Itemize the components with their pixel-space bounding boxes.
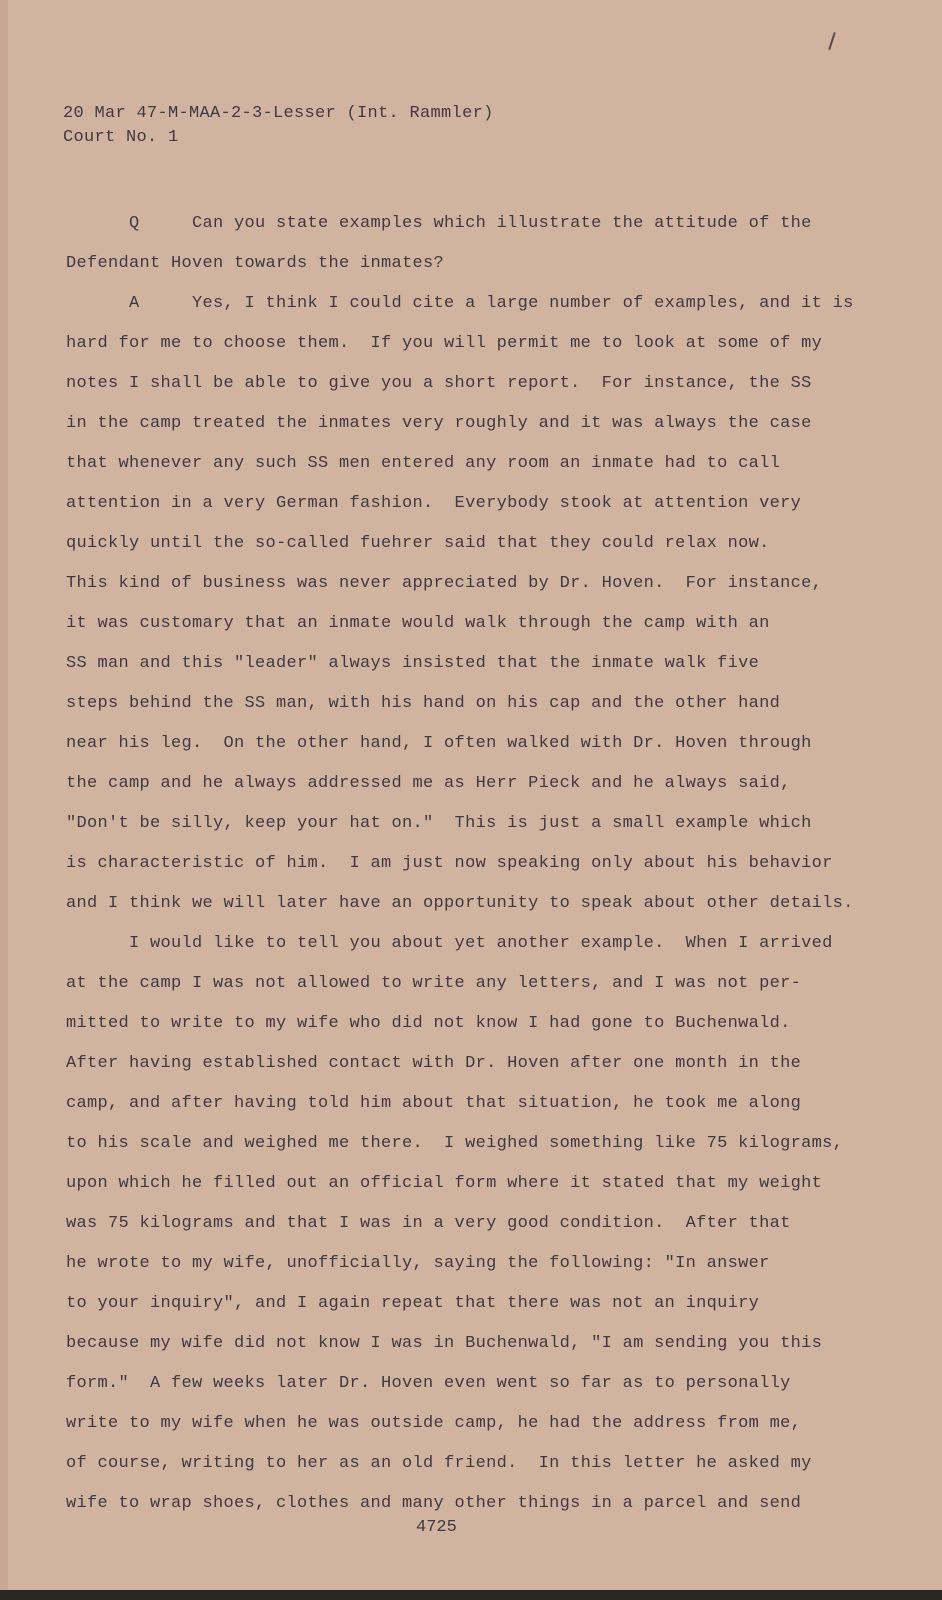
transcript-line: steps behind the SS man, with his hand on his cap and the other hand bbox=[66, 694, 781, 713]
transcript-line: hard for me to choose them. If you will permit me to look at some of my bbox=[66, 334, 823, 353]
page-number: 4725 bbox=[416, 1518, 457, 1537]
transcript-line: at the camp I was not allowed to write any letters, and I was not per- bbox=[66, 974, 802, 993]
transcript-line: SS man and this "leader" always insisted that the inmate walk five bbox=[66, 654, 760, 673]
transcript-line: he wrote to my wife, unofficially, saying the following: "In answer bbox=[66, 1254, 770, 1273]
court-number: Court No. 1 bbox=[63, 128, 179, 147]
transcript-line: because my wife did not know I was in Buchenwald, "I am sending you this bbox=[66, 1334, 823, 1353]
transcript-line: I would like to tell you about yet another example. When I arrived bbox=[66, 934, 833, 953]
transcript-line: A Yes, I think I could cite a large number of examples, and it is bbox=[66, 294, 854, 313]
document-page bbox=[8, 0, 942, 1592]
transcript-line: near his leg. On the other hand, I often walked with Dr. Hoven through bbox=[66, 734, 812, 753]
transcript-line: to his scale and weighed me there. I weighed something like 75 kilograms, bbox=[66, 1134, 844, 1153]
transcript-line: After having established contact with Dr. Hoven after one month in the bbox=[66, 1054, 802, 1073]
pencil-mark bbox=[828, 32, 835, 50]
transcript-line: is characteristic of him. I am just now speaking only about his behavior bbox=[66, 854, 833, 873]
transcript-line: of course, writing to her as an old friend. In this letter he asked my bbox=[66, 1454, 812, 1473]
transcript-line: to your inquiry", and I again repeat that there was not an inquiry bbox=[66, 1294, 760, 1313]
transcript-line: camp, and after having told him about that situation, he took me along bbox=[66, 1094, 802, 1113]
transcript-line: that whenever any such SS men entered any room an inmate had to call bbox=[66, 454, 781, 473]
transcript-line: attention in a very German fashion. Everybody stook at attention very bbox=[66, 494, 802, 513]
transcript-body bbox=[66, 204, 856, 1524]
transcript-line: wife to wrap shoes, clothes and many other things in a parcel and send bbox=[66, 1494, 802, 1513]
transcript-line: the camp and he always addressed me as Herr Pieck and he always said, bbox=[66, 774, 791, 793]
transcript-line: write to my wife when he was outside camp, he had the address from me, bbox=[66, 1414, 802, 1433]
transcript-line: mitted to write to my wife who did not know I had gone to Buchenwald. bbox=[66, 1014, 791, 1033]
transcript-line: in the camp treated the inmates very roughly and it was always the case bbox=[66, 414, 812, 433]
transcript-line: upon which he filled out an official form where it stated that my weight bbox=[66, 1174, 823, 1193]
transcript-line: Q Can you state examples which illustrate the attitude of the bbox=[66, 214, 812, 233]
transcript-line: it was customary that an inmate would walk through the camp with an bbox=[66, 614, 770, 633]
transcript-line: notes I shall be able to give you a short report. For instance, the SS bbox=[66, 374, 812, 393]
transcript-line: form." A few weeks later Dr. Hoven even went so far as to personally bbox=[66, 1374, 791, 1393]
transcript-line: and I think we will later have an opportunity to speak about other details. bbox=[66, 894, 854, 913]
scan-bottom-edge bbox=[0, 1590, 942, 1600]
transcript-line: quickly until the so-called fuehrer said that they could relax now. bbox=[66, 534, 770, 553]
transcript-line: "Don't be silly, keep your hat on." This is just a small example which bbox=[66, 814, 812, 833]
transcript-line: This kind of business was never appreciated by Dr. Hoven. For instance, bbox=[66, 574, 823, 593]
transcript-line: Defendant Hoven towards the inmates? bbox=[66, 254, 445, 273]
document-reference: 20 Mar 47-M-MAA-2-3-Lesser (Int. Rammler) bbox=[63, 104, 494, 123]
transcript-line: was 75 kilograms and that I was in a very good condition. After that bbox=[66, 1214, 791, 1233]
